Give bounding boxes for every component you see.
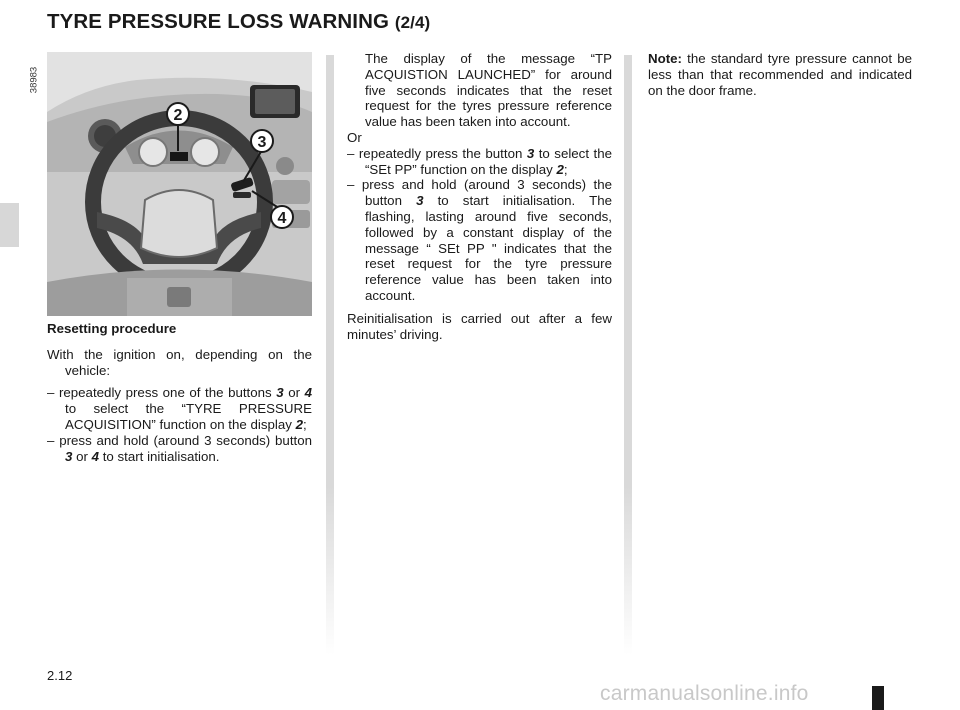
watermark: carmanualsonline.info <box>600 682 809 705</box>
callout-4-label: 4 <box>277 210 287 227</box>
note-text: the standard tyre pressure cannot be less than that recommended and indicated on the door frame. <box>648 51 912 98</box>
list-item-press-hold-setpp: – press and hold (around 3 seconds) the button 3 to start initialisation. The flashing, lasting around five seconds, followed by a constant display of the message “ SEt PP " indicates that the reset request for the tyre pressure reference value has been taken into account. <box>347 177 612 303</box>
closing-paragraph: Reinitialisation is carried out after a few minutes’ driving. <box>347 310 612 342</box>
page-number: 2.12 <box>47 668 73 683</box>
title-part: (2/4) <box>394 13 431 32</box>
right-dial <box>191 138 219 166</box>
steering-wheel-illustration <box>47 52 312 316</box>
column-2 <box>347 51 612 342</box>
cluster-display <box>170 152 188 161</box>
column-divider-2 <box>624 55 632 655</box>
callout-2-label: 2 <box>173 107 183 124</box>
column-1 <box>47 321 312 464</box>
title-main: TYRE PRESSURE LOSS WARNING <box>47 10 390 33</box>
section-heading: Resetting procedure <box>47 321 177 336</box>
column-3 <box>648 51 912 98</box>
dashboard-photo <box>47 52 312 316</box>
note-label: Note: <box>648 51 682 66</box>
left-dial <box>139 138 167 166</box>
list-item-press-hold: – press and hold (around 3 seconds) button 3 or 4 to start initialisation. <box>47 432 312 464</box>
intro-paragraph: With the ignition on, depending on the vehicle: <box>47 346 312 378</box>
right-controls <box>276 157 294 175</box>
column-divider-1 <box>326 55 334 655</box>
note-paragraph <box>648 51 912 98</box>
continuation-paragraph: The display of the message “TP ACQUISTION LAUNCHED” for around five seconds indicates that the reset request for the tyres pressure reference value has been taken into account. <box>365 51 612 130</box>
page-title <box>47 10 430 34</box>
or-separator: Or <box>347 129 362 145</box>
figure-ref-code: 38983 <box>28 66 40 94</box>
section-side-tab <box>0 203 19 247</box>
callout-3-label: 3 <box>257 134 267 151</box>
list-item-select-setpp: – repeatedly press the button 3 to select the “SEt PP” function on the display 2; <box>347 145 612 177</box>
page-corner-mark <box>872 686 884 710</box>
list-item-select-function: – repeatedly press one of the buttons 3 or 4 to select the “TYRE PRESSURE ACQUISITION” function on the display 2; <box>47 385 312 432</box>
steering-wheel-hub <box>141 190 217 257</box>
